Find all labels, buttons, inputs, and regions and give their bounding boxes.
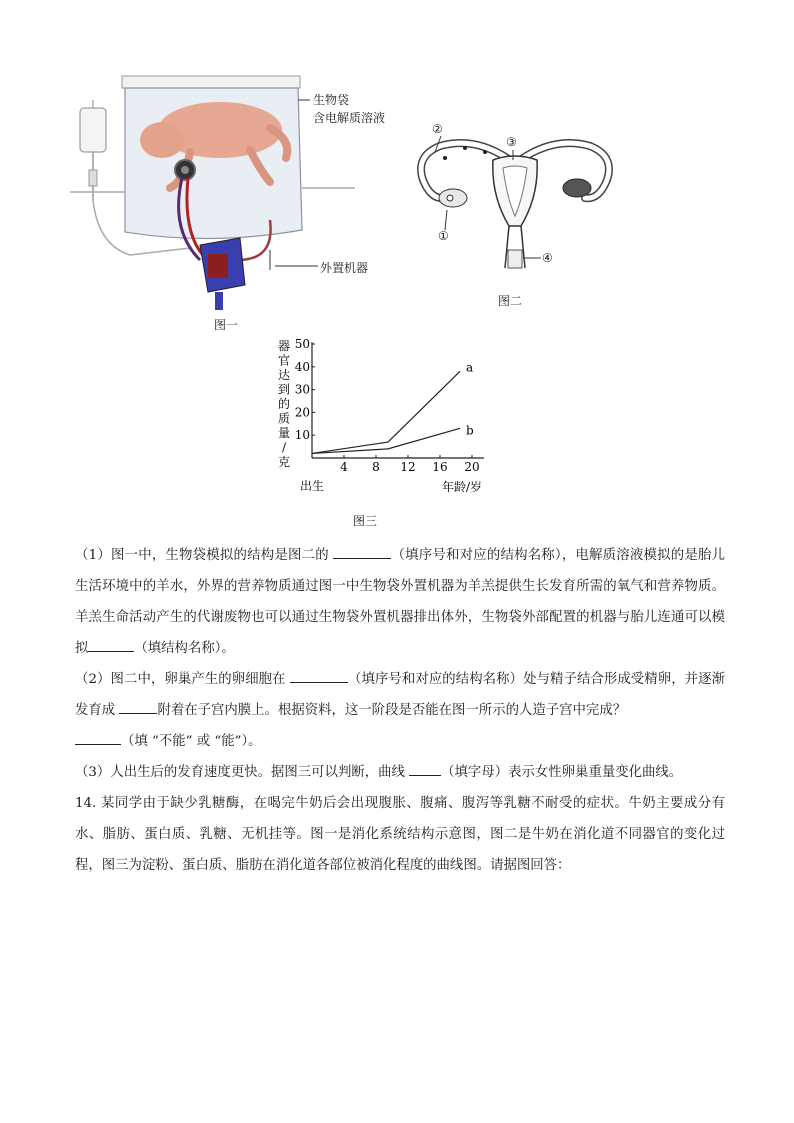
y-tick-label: 40: [294, 359, 310, 374]
y-axis-label-char: 的: [277, 397, 291, 411]
x-tick-label: 16: [432, 460, 448, 474]
y-axis-label-char: 器: [277, 339, 291, 353]
figure2: [405, 118, 625, 278]
marker-4: ④: [542, 251, 553, 265]
y-tick-label: 50: [294, 337, 310, 351]
x-tick-label: 12: [400, 460, 416, 474]
y-axis-label-char: 质: [277, 411, 291, 426]
q13-p3-a: （3）人出生后的发育速度更快。据图三可以判断，曲线: [75, 765, 410, 780]
figure3-caption: 图三: [353, 514, 378, 528]
answer-blank-1[interactable]: [333, 544, 391, 559]
fluid-label: 含电解质溶液: [313, 111, 386, 125]
q13-p2-a: （2）图二中，卵巢产生的卵细胞在: [75, 672, 290, 687]
answer-blank-2[interactable]: [88, 637, 134, 652]
x-origin-label: 出生: [299, 479, 325, 493]
figure1: [70, 70, 410, 330]
bag-label: 生物袋: [313, 93, 350, 107]
answer-blank-6[interactable]: [409, 761, 441, 776]
q13-p1-c: （填结构名称）。: [134, 641, 235, 656]
answer-blank-5[interactable]: [75, 730, 121, 745]
series-label-a: a: [466, 360, 474, 375]
series-label-b: b: [466, 423, 474, 438]
y-tick-label: 30: [294, 382, 310, 397]
y-axis-label-char: 到: [277, 382, 291, 397]
y-tick-label: 10: [294, 428, 310, 443]
y-axis-label-char: 量: [277, 426, 291, 440]
q13-p3-b: （填字母）表示女性卵巢重量变化曲线。: [441, 765, 683, 780]
marker-2: ②: [432, 122, 443, 136]
machine-label: 外置机器: [320, 261, 369, 275]
x-tick-label: 20: [464, 460, 480, 474]
answer-blank-3[interactable]: [290, 668, 348, 683]
figure2-caption: 图二: [498, 294, 523, 308]
x-tick-label: 4: [340, 460, 348, 474]
x-axis-label: 年龄/岁: [441, 480, 482, 494]
x-tick-label: 8: [372, 460, 380, 474]
q13-p2-c: 附着在子宫内膜上。根据资料，这一阶段是否能在图一所示的人造子宫中完成？: [157, 703, 627, 718]
q13-p2-d: （填 “不能” 或 “能”）。: [121, 734, 262, 749]
q13-part2: [75, 664, 725, 757]
q13-p1-b: （填序号和对应的结构名称），电解质溶液模拟的是胎儿生活环境中的羊水，外界的营养物质通过图一中生物袋外置机器为羊羔提供生长发育所需的氧气和营养物质。羊羔生命活动产生的代谢废物也可以通过生物袋外置机器排出体外，生物袋外部配置的机器与胎儿连通可以模拟: [75, 548, 725, 656]
q14-text: 14. 某同学由于缺少乳糖酶，在喝完牛奶后会出现腹胀、腹痛、腹泻等乳糖不耐受的症状。牛奶主要成分有水、脂肪、蛋白质、乳糖、无机挂等。图一是消化系统结构示意图，图二是牛奶在消化道不同器官的变化过程，图三为淀粉、蛋白质、脂肪在消化道各部位被消化程度的曲线图。请据图回答：: [75, 796, 725, 873]
q13-p1-a: （1）图一中，生物袋模拟的结构是图二的: [75, 548, 334, 563]
q13-part3: [75, 757, 725, 788]
figure3: [270, 336, 510, 506]
answer-blank-4[interactable]: [119, 699, 157, 714]
organ-mass-chart: [270, 336, 510, 506]
series-line-a: [312, 371, 460, 453]
y-axis-label-char: 达: [277, 368, 291, 382]
y-tick-label: 20: [294, 405, 310, 420]
artificial-womb-illustration: [70, 70, 410, 330]
y-axis-label-char: /: [281, 440, 287, 455]
q13-p2-b: （填序号和对应的结构名称）处与精子结合形成受精卵，并逐渐发育成: [75, 672, 726, 718]
y-axis-label-char: 克: [277, 455, 291, 469]
marker-1: ①: [438, 229, 449, 243]
y-axis-label-char: 官: [277, 353, 291, 368]
figure1-caption: 图一: [214, 318, 239, 332]
marker-3: ③: [506, 135, 517, 149]
q13-part1: [75, 540, 725, 664]
